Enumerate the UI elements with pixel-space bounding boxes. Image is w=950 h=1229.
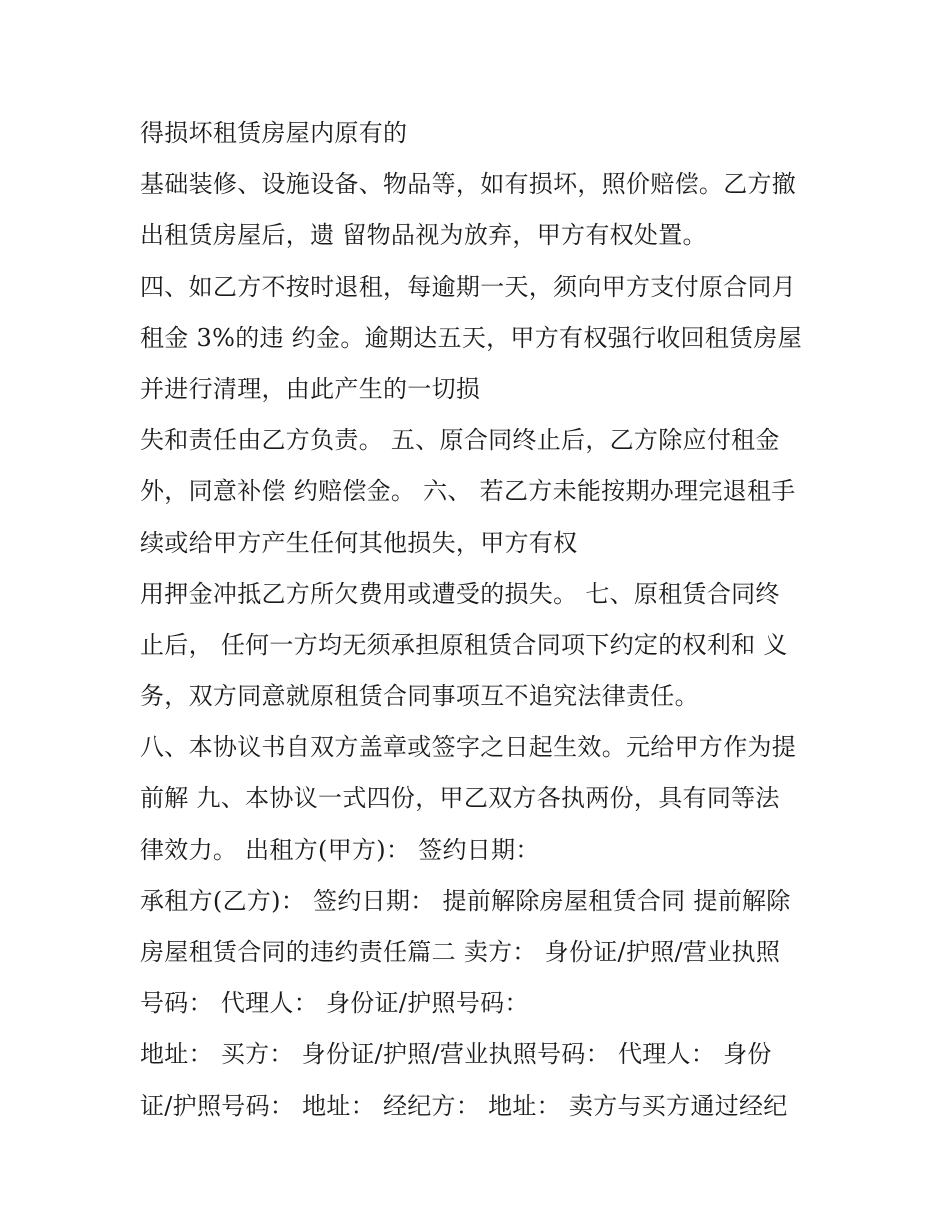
text-line: 号码： 代理人： 身份证/护照号码： xyxy=(140,989,529,1018)
text-line: 八、本协议书自双方盖章或签字之日起生效。元给甲方作为提 xyxy=(140,733,797,762)
text-line: 前解 九、本协议一式四份，甲乙双方各执两份，具有同等法 xyxy=(140,784,780,813)
text-line: 并进行清理，由此产生的一切损 xyxy=(140,374,481,403)
text-line: 外，同意补偿 约赔偿金。 六、 若乙方未能按期办理完退租手 xyxy=(140,477,796,506)
text-line: 务，双方同意就原租赁合同事项互不追究法律责任。 xyxy=(140,682,699,711)
text-line: 失和责任由乙方负责。 五、原合同终止后，乙方除应付租金 xyxy=(140,426,780,455)
text-line: 止后， 任何一方均无须承担原租赁合同项下约定的权利和 义 xyxy=(140,630,788,659)
text-line: 租金 3%的违 约金。逾期达五天，甲方有权强行收回租赁房屋 xyxy=(140,323,803,352)
text-line: 续或给甲方产生任何其他损失，甲方有权 xyxy=(140,528,578,557)
text-line: 用押金冲抵乙方所欠费用或遭受的损失。 七、原租赁合同终 xyxy=(140,579,780,608)
text-line: 地址： 买方： 身份证/护照/营业执照号码： 代理人： 身份 xyxy=(140,1040,772,1069)
text-line: 四、如乙方不按时退租，每逾期一天，须向甲方支付原合同月 xyxy=(140,272,797,301)
text-line: 承租方(乙方)： 签约日期： 提前解除房屋租赁合同 提前解除 xyxy=(140,886,791,915)
text-line: 房屋租赁合同的违约责任篇二 卖方： 身份证/护照/营业执照 xyxy=(140,938,781,966)
document-body xyxy=(140,108,830,1132)
text-line: 证/护照号码： 地址： 经纪方： 地址： 卖方与买方通过经纪 xyxy=(140,1091,788,1120)
text-line: 得损坏租赁房屋内原有的 xyxy=(140,119,408,147)
text-line: 基础装修、设施设备、物品等，如有损坏，照价赔偿。乙方撤 xyxy=(140,170,797,199)
text-line: 律效力。 出租方(甲方)： 签约日期： xyxy=(140,835,540,864)
text-line: 出租赁房屋后，遗 留物品视为放弃，甲方有权处置。 xyxy=(140,221,707,250)
